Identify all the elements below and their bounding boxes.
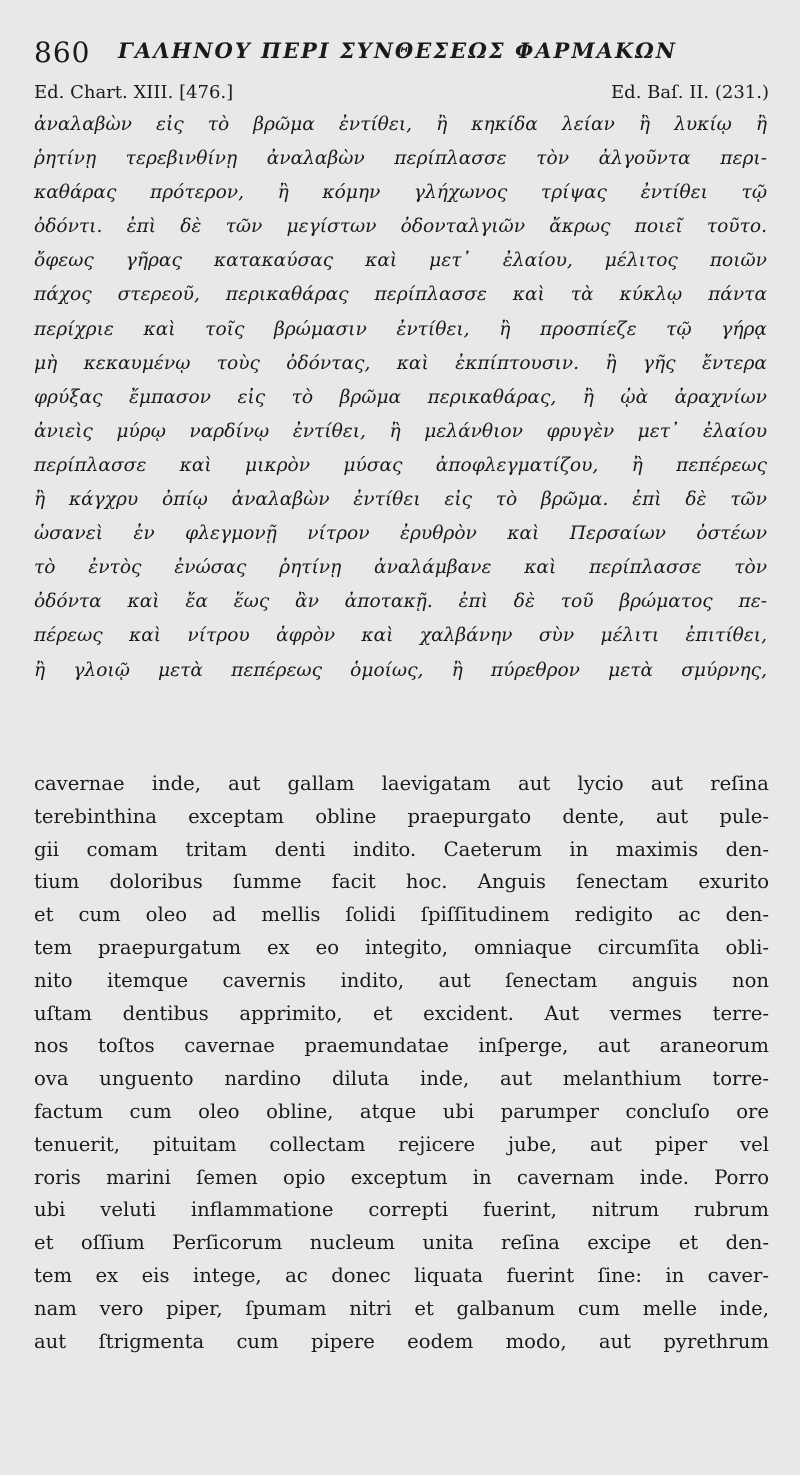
greek-line: περίπλασσε καὶ μικρὸν μύσας ἀποφλεγματίζου, ἢ πεπέρεως [34,454,767,476]
greek-text-block [34,108,767,688]
latin-line: tenuerit, pituitam collectam rejicere jube, aut piper vel [34,1132,769,1156]
latin-line: nam vero piper, ſpumam nitri et galbanum cum melle inde, [34,1296,769,1320]
greek-line: ὄφεως γῆρας κατακαύσας καὶ μετ᾽ ἐλαίου, μέλιτος ποιῶν [34,250,767,272]
edition-basel-reference: Ed. Baſ. II. (231.) [611,82,769,103]
latin-line: ova unguento nardino diluta inde, aut melanthium torre- [34,1067,769,1091]
greek-line: ῥητίνῃ τερεβινθίνῃ ἀναλαβὼν περίπλασσε τὸν ἀλγοῦντα περι- [34,148,767,170]
edition-chart-reference: Ed. Chart. XIII. [476.] [34,82,234,103]
greek-line: τὸ ἐντὸς ἐνώσας ῥητίνῃ ἀναλάμβανε καὶ περίπλασσε τὸν [34,557,767,579]
latin-line: tium doloribus ſumme facit hoc. Anguis ſenectam exurito [34,870,769,894]
latin-line: terebinthina exceptam obline praepurgato dente, aut pule- [34,804,769,828]
greek-line: φρύξας ἔμπασον εἰς τὸ βρῶμα περικαθάρας, ἢ ᾠὰ ἀραχνίων [34,386,767,408]
greek-line: ὡσανεὶ ἐν φλεγμονῇ νίτρον ἐρυθρὸν καὶ Περσαίων ὀστέων [34,523,767,545]
latin-line: cavernae inde, aut gallam laevigatam aut lycio aut reſina [34,772,769,795]
latin-line: nito itemque cavernis indito, aut ſenectam anguis non [34,968,769,992]
greek-line: ἢ γλοιῷ μετὰ πεπέρεως ὁμοίως, ἢ πύρεθρον μετὰ σμύρνης, [34,659,767,681]
running-title: ΓΑΛΗΝΟΥ ΠΕΡΙ ΣΥΝΘΕΣΕΩΣ ΦΑΡΜΑΚΩΝ [118,38,677,63]
greek-line: ἢ κάγχρυ ὀπίῳ ἀναλαβὼν ἐντίθει εἰς τὸ βρῶμα. ἐπὶ δὲ τῶν [34,489,767,511]
running-head [34,30,774,70]
greek-line: ὀδόντι. ἐπὶ δὲ τῶν μεγίστων ὀδονταλγιῶν ἄκρως ποιεῖ τοῦτο. [34,216,767,238]
latin-text-block [34,768,769,1358]
latin-line: uſtam dentibus apprimito, et excident. Aut vermes terre- [34,1001,769,1025]
greek-line: ὀδόντα καὶ ἔα ἕως ἂν ἀποτακῇ. ἐπὶ δὲ τοῦ βρώματος πε- [34,591,767,613]
greek-line: πέρεως καὶ νίτρου ἀφρὸν καὶ χαλβάνην σὺν μέλιτι ἐπιτίθει, [34,625,767,647]
latin-line: tem praepurgatum ex eo integito, omniaque circumſita obli- [34,935,769,959]
latin-line: roris marini ſemen opio exceptum in cavernam inde. Porro [34,1165,769,1189]
latin-line: aut ſtrigmenta cum pipere eodem modo, aut pyrethrum [34,1329,769,1353]
greek-line: περίχριε καὶ τοῖς βρώμασιν ἐντίθει, ἢ προσπίεζε τῷ γήρᾳ [34,318,767,340]
latin-line: ubi veluti inflammatione correpti fuerint, nitrum rubrum [34,1198,769,1222]
latin-line: gii comam tritam denti indito. Caeterum in maximis den- [34,837,769,861]
greek-line: καθάρας πρότερον, ἢ κόμην γλήχωνος τρίψας ἐντίθει τῷ [34,182,767,204]
latin-line: nos toſtos cavernae praemundatae inſperge, aut araneorum [34,1034,769,1058]
edition-reference-line [34,82,769,110]
greek-line: μὴ κεκαυμένῳ τοὺς ὀδόντας, καὶ ἐκπίπτουσιν. ἢ γῆς ἔντερα [34,352,767,374]
greek-line: ἀνιεὶς μύρῳ ναρδίνῳ ἐντίθει, ἢ μελάνθιον φρυγὲν μετ᾽ ἐλαίου [34,420,767,442]
latin-line: factum cum oleo obline, atque ubi parumper concluſo ore [34,1099,769,1123]
latin-line: et cum oleo ad mellis ſolidi ſpiſſitudinem redigito ac den- [34,903,769,927]
greek-line: πάχος στερεοῦ, περικαθάρας περίπλασσε καὶ τὰ κύκλῳ πάντα [34,284,767,306]
page-number: 860 [34,36,91,69]
latin-line: et oſſium Perſicorum nucleum unita reſina excipe et den- [34,1231,769,1255]
greek-line: ἀναλαβὼν εἰς τὸ βρῶμα ἐντίθει, ἢ κηκίδα λείαν ἢ λυκίῳ ἢ [34,114,767,135]
latin-line: tem ex eis intege, ac donec liquata fuerint ſine: in caver- [34,1263,769,1287]
